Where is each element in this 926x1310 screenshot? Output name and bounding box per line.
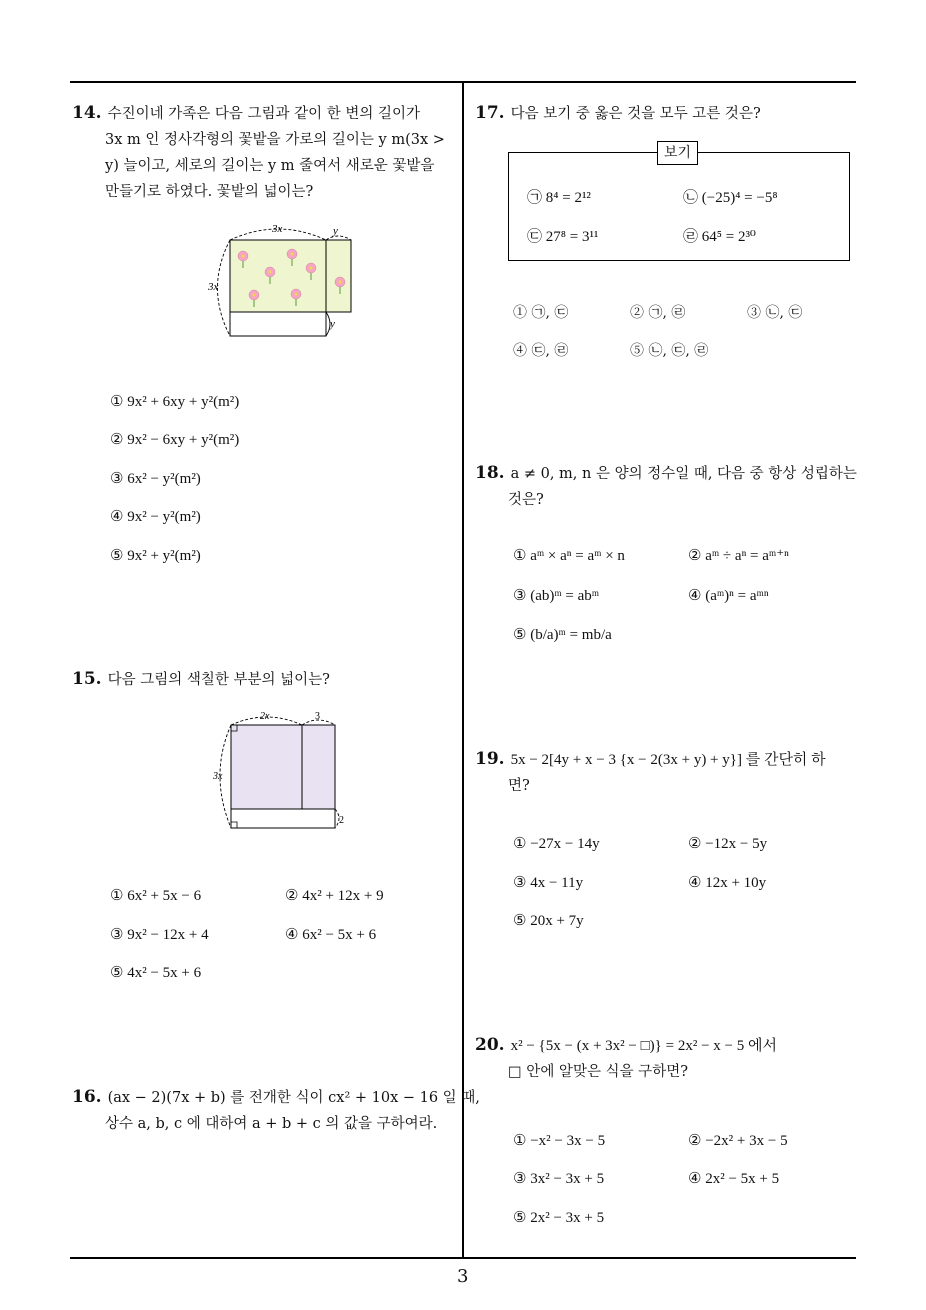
question-number: 17. xyxy=(475,103,505,123)
bogi-item-2: ㉡ (−25)⁴ = −5⁸ xyxy=(683,190,778,206)
option-3[interactable]: ③ 9x² − 12x + 4 xyxy=(110,927,209,943)
option-1[interactable]: ① 9x² + 6xy + y²(m²) xyxy=(110,394,240,410)
option-5[interactable]: ⑤ 9x² + y²(m²) xyxy=(110,548,201,564)
question-text: a ≠ 0, m, n 은 양의 정수일 때, 다음 중 항상 성립하는 xyxy=(510,466,857,482)
question-17 xyxy=(475,100,761,127)
option-2[interactable]: ② 9x² − 6xy + y²(m²) xyxy=(110,432,240,448)
question-text: 3x m 인 정사각형의 꽃밭을 가로의 길이는 y m(3x > xyxy=(105,132,445,148)
option-1[interactable]: ① −x² − 3x − 5 xyxy=(513,1133,606,1149)
option-5[interactable]: ⑤ 20x + 7y xyxy=(513,913,584,929)
option-4[interactable]: ④ 2x² − 5x + 5 xyxy=(688,1171,780,1187)
option-2[interactable]: ② −2x² + 3x − 5 xyxy=(688,1133,788,1149)
question-text: 면? xyxy=(508,778,530,794)
question-text: 만들기로 하였다. 꽃밭의 넓이는? xyxy=(105,184,314,200)
fig-label-bottom-right: 2 xyxy=(339,815,344,826)
fig-label-left: 3x xyxy=(208,281,219,293)
fig-label-left: 3x xyxy=(213,771,223,782)
fig-label-bottom-right: y xyxy=(330,318,335,330)
question-text: 다음 보기 중 옳은 것을 모두 고른 것은? xyxy=(510,106,761,122)
option-3[interactable]: ③ 6x² − y²(m²) xyxy=(110,471,201,487)
option-2[interactable]: ② −12x − 5y xyxy=(688,836,768,852)
fig-label-top-right: 3 xyxy=(315,711,320,722)
bogi-item-1: ㉠ 8⁴ = 2¹² xyxy=(527,190,591,206)
option-3[interactable]: ③ 4x − 11y xyxy=(513,875,584,891)
option-4[interactable]: ④ (aᵐ)ⁿ = aᵐⁿ xyxy=(688,588,769,604)
question-text: 다음 그림의 색칠한 부분의 넓이는? xyxy=(107,672,330,688)
bogi-item-3: ㉢ 27⁸ = 3¹¹ xyxy=(527,229,599,245)
option-5[interactable]: ⑤ ㉡, ㉢, ㉣ xyxy=(630,343,709,359)
option-4[interactable]: ④ 12x + 10y xyxy=(688,875,767,891)
option-4[interactable]: ④ ㉢, ㉣ xyxy=(513,343,569,359)
option-5[interactable]: ⑤ 2x² − 3x + 5 xyxy=(513,1210,605,1226)
option-1[interactable]: ① 6x² + 5x − 6 xyxy=(110,888,202,904)
question-number: 14. xyxy=(72,103,102,123)
question-number: 16. xyxy=(72,1087,102,1107)
question-text: 것은? xyxy=(508,492,544,508)
bottom-rule xyxy=(70,1257,856,1259)
page-number: 3 xyxy=(457,1266,469,1287)
garden-figure xyxy=(200,218,360,348)
question-number: 20. xyxy=(475,1035,505,1055)
option-3[interactable]: ③ ㉡, ㉢ xyxy=(747,305,803,321)
option-1[interactable]: ① −27x − 14y xyxy=(513,836,600,852)
question-text: x² − {5x − (x + 3x² − □)} = 2x² − x − 5 에서 xyxy=(510,1038,777,1054)
fig-label-top: 3x xyxy=(272,223,283,235)
question-15 xyxy=(72,666,330,693)
question-number: 18. xyxy=(475,463,505,483)
option-2[interactable]: ② 4x² + 12x + 9 xyxy=(285,888,384,904)
option-4[interactable]: ④ 6x² − 5x + 6 xyxy=(285,927,377,943)
question-text: 상수 a, b, c 에 대하여 a + b + c 의 값을 구하여라. xyxy=(105,1116,438,1132)
question-number: 19. xyxy=(475,749,505,769)
question-19 xyxy=(475,746,826,799)
question-text: □ 안에 알맞은 식을 구하면? xyxy=(508,1064,688,1080)
option-5[interactable]: ⑤ 4x² − 5x + 6 xyxy=(110,965,202,981)
question-14 xyxy=(72,100,457,205)
question-number: 15. xyxy=(72,669,102,689)
shaded-rect-figure xyxy=(205,705,355,835)
column-divider xyxy=(462,82,464,1258)
option-5[interactable]: ⑤ (b/a)ᵐ = mb/a xyxy=(513,627,612,643)
option-2[interactable]: ② aᵐ ÷ aⁿ = aᵐ⁺ⁿ xyxy=(688,548,789,564)
bogi-title: 보기 xyxy=(657,141,698,165)
option-3[interactable]: ③ 3x² − 3x + 5 xyxy=(513,1171,605,1187)
question-18 xyxy=(475,460,857,513)
option-1[interactable]: ① ㉠, ㉢ xyxy=(513,305,569,321)
fig-label-top-left: 2x xyxy=(260,711,270,722)
option-3[interactable]: ③ (ab)ᵐ = abᵐ xyxy=(513,588,600,604)
option-4[interactable]: ④ 9x² − y²(m²) xyxy=(110,509,201,525)
question-20 xyxy=(475,1032,777,1085)
question-text: 수진이네 가족은 다음 그림과 같이 한 변의 길이가 xyxy=(107,106,420,122)
fig-label-right-top: y xyxy=(333,225,338,237)
bogi-item-4: ㉣ 64⁵ = 2³⁰ xyxy=(683,229,756,245)
option-2[interactable]: ② ㉠, ㉣ xyxy=(630,305,686,321)
option-1[interactable]: ① aᵐ × aⁿ = aᵐ × n xyxy=(513,548,625,564)
question-16 xyxy=(72,1084,480,1137)
question-text: y) 늘이고, 세로의 길이는 y m 줄여서 새로운 꽃밭을 xyxy=(105,158,435,174)
question-text: 5x − 2[4y + x − 3 {x − 2(3x + y) + y}] 를 간단히 하 xyxy=(510,752,826,768)
question-text: (ax − 2)(7x + b) 를 전개한 식이 cx² + 10x − 16 일 때, xyxy=(107,1090,480,1106)
